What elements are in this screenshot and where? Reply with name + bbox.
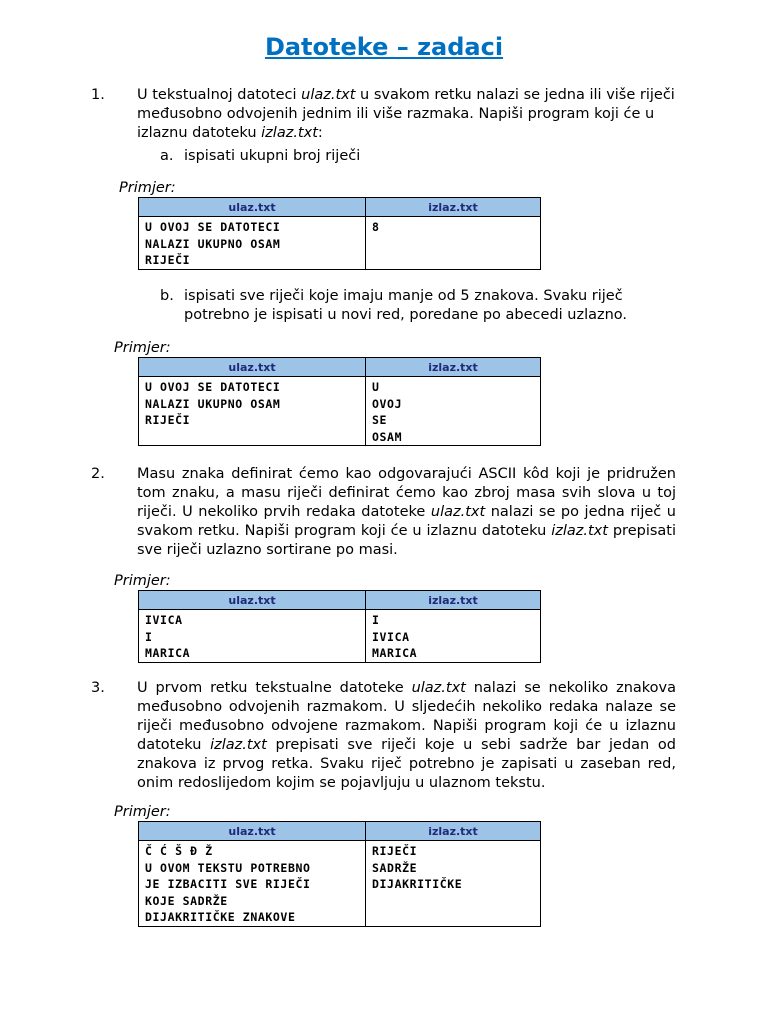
example-label-3: Primjer: xyxy=(114,804,171,820)
task-2-text: Masu znaka definirat ćemo kao odgovarajući ASCII kôd koji je pridružen tom znaku, a masu riječi definirat ćemo kao zbroj masa svih slova u toj riječi. U nekoliko prvih redaka datoteke ulaz.txt nalazi se po jedna riječ u svakom retku. Napiši program koji će u izlaznu datoteku izlaz.txt prepisati sve riječi uzlazno sortirane po masi. xyxy=(137,466,677,558)
subtask-a-label: a. xyxy=(160,148,174,164)
example-output-cell: 8 xyxy=(366,217,541,270)
example-input-cell: U OVOJ SE DATOTECI NALAZI UKUPNO OSAM RIJEČI xyxy=(139,377,366,446)
example-output-cell: I IVICA MARICA xyxy=(366,610,541,663)
column-header-input: ulaz.txt xyxy=(139,358,366,377)
subtask-a-text: ispisati ukupni broj riječi xyxy=(184,148,361,164)
task-1-subtask-a xyxy=(160,147,678,166)
example-table-3 xyxy=(138,821,541,927)
task-3-text: U prvom retku tekstualne datoteke ulaz.txt nalazi se nekoliko znakova međusobno odvojenih razmakom. U sljedećih nekoliko redaka nalaze se riječi međusobno odvojene razmakom. Napiši program koji će u izlaznu datoteku izlaz.txt prepisati sve riječi koje u sebi sadrže bar jedan od znakova iz prvog retka. Svaku riječ potrebno je zapisati u zaseban red, onim redoslijedom kojim se pojavljuju u ulaznom tekstu. xyxy=(137,680,676,791)
column-header-input: ulaz.txt xyxy=(139,591,366,610)
subtask-b-label: b. xyxy=(160,288,174,304)
example-input-cell: IVICA I MARICA xyxy=(139,610,366,663)
example-output-cell: RIJEČI SADRŽE DIJAKRITIČKE xyxy=(366,841,541,927)
example-table-1b xyxy=(138,357,541,446)
column-header-output: izlaz.txt xyxy=(366,358,541,377)
example-label-2: Primjer: xyxy=(114,573,171,589)
column-header-output: izlaz.txt xyxy=(366,822,541,841)
column-header-output: izlaz.txt xyxy=(366,591,541,610)
page-title: Datoteke – zadaci xyxy=(264,33,504,61)
example-label-1a: Primjer: xyxy=(119,180,176,196)
task-2-number: 2. xyxy=(91,466,105,482)
example-input-cell: Č Ć Š Đ Ž U OVOM TEKSTU POTREBNO JE IZBACITI SVE RIJEČI KOJE SADRŽE DIJAKRITIČKE ZNAKOVE xyxy=(139,841,366,927)
subtask-b-text: ispisati sve riječi koje imaju manje od 5 znakova. Svaku riječ potrebno je ispisati u novi red, poredane po abecedi uzlazno. xyxy=(184,288,628,323)
example-label-1b: Primjer: xyxy=(114,340,171,356)
example-output-cell: U OVOJ SE OSAM xyxy=(366,377,541,446)
task-3-number: 3. xyxy=(91,680,105,696)
column-header-output: izlaz.txt xyxy=(366,198,541,217)
task-1-number: 1. xyxy=(91,87,105,103)
column-header-input: ulaz.txt xyxy=(139,822,366,841)
column-header-input: ulaz.txt xyxy=(139,198,366,217)
example-input-cell: U OVOJ SE DATOTECI NALAZI UKUPNO OSAM RIJEČI xyxy=(139,217,366,270)
example-table-2 xyxy=(138,590,541,663)
task-1-text: U tekstualnoj datoteci ulaz.txt u svakom retku nalazi se jedna ili više riječi međusobno odvojenih jednim ili više razmaka. Napiši program koji će u izlaznu datoteku izlaz.txt: xyxy=(137,87,675,141)
task-1-subtask-b xyxy=(160,287,678,325)
example-table-1a xyxy=(138,197,541,270)
